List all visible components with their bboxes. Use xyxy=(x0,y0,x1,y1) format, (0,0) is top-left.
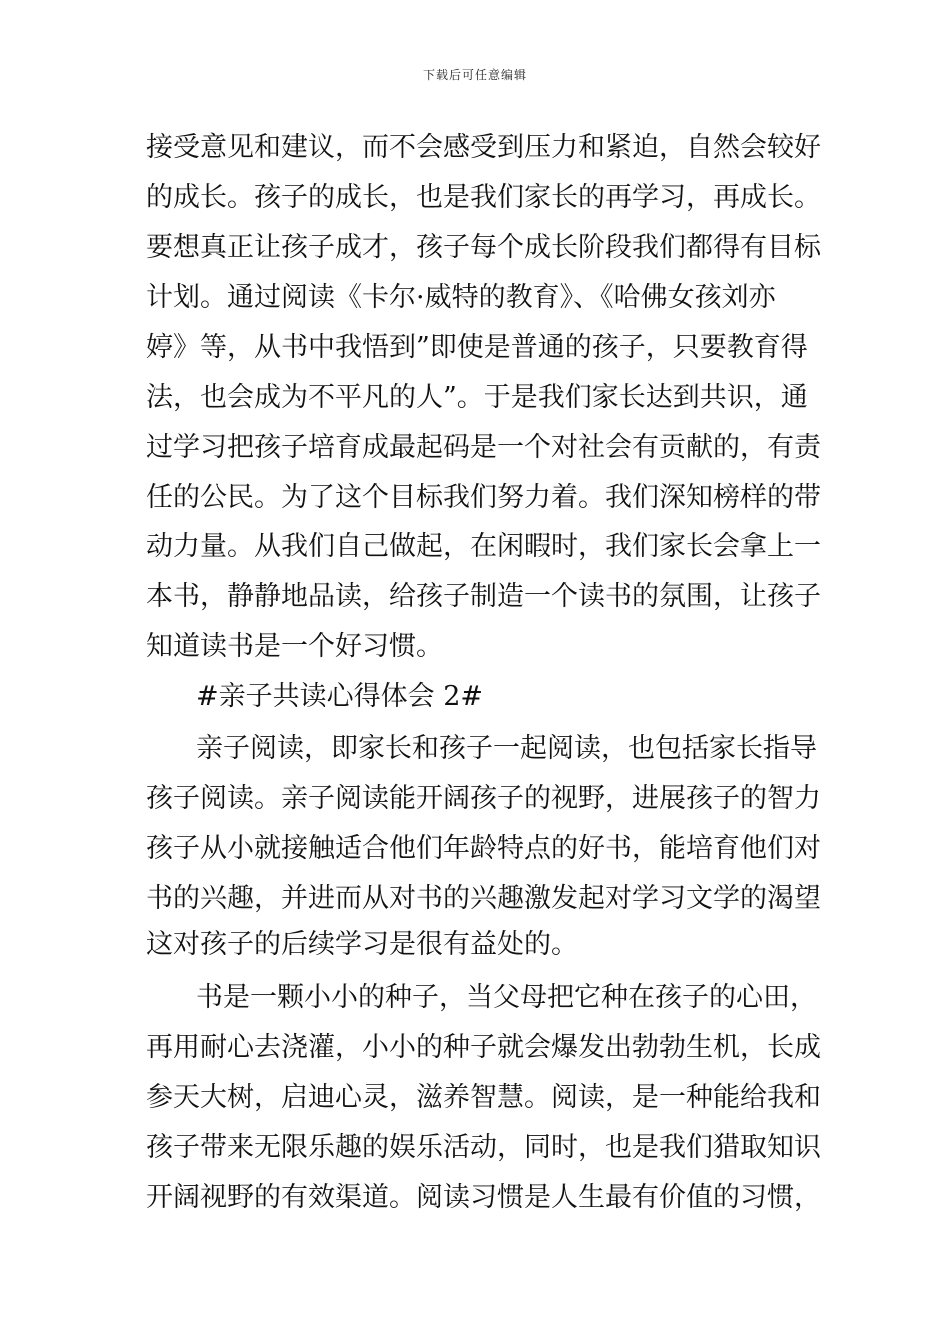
text-line: 书的兴趣，并进而从对书的兴趣激发起对学习文学的渴望 xyxy=(146,883,821,914)
text-line: 任的公民。为了这个目标我们努力着。我们深知榜样的带 xyxy=(146,482,821,513)
text-line: 要想真正让孩子成才，孩子每个成长阶段我们都得有目标 xyxy=(146,232,821,263)
text-line: 法，也会成为不平凡的人”。于是我们家长达到共识，通 xyxy=(146,382,808,413)
text-line: 孩子阅读。亲子阅读能开阔孩子的视野，进展孩子的智力 xyxy=(146,783,821,814)
text-line: 本书，静静地品读，给孩子制造一个读书的氛围，让孩子 xyxy=(146,581,821,612)
text-line: 这对孩子的后续学习是很有益处的。 xyxy=(146,929,578,960)
text-line: 婷》等，从书中我悟到”即使是普通的孩子，只要教育得 xyxy=(146,332,808,363)
text-line: 孩子带来无限乐趣的娱乐活动，同时，也是我们猎取知识 xyxy=(146,1132,821,1163)
text-line: 计划。通过阅读《卡尔·威特的教育》、《哈佛女孩刘亦 xyxy=(146,282,776,313)
section-heading: #亲子共读心得体会 2# xyxy=(196,681,484,712)
text-line: 过学习把孩子培育成最起码是一个对社会有贡献的，有责 xyxy=(146,432,821,463)
paragraph-first-line: 亲子阅读，即家长和孩子一起阅读，也包括家长指导 xyxy=(196,733,817,764)
text-line: 动力量。从我们自己做起，在闲暇时，我们家长会拿上一 xyxy=(146,531,821,562)
text-line: 开阔视野的有效渠道。阅读习惯是人生最有价值的习惯， xyxy=(146,1182,821,1213)
text-line: 参天大树，启迪心灵，滋养智慧。阅读，是一种能给我和 xyxy=(146,1082,821,1113)
text-line: 的成长。孩子的成长，也是我们家长的再学习，再成长。 xyxy=(146,182,821,213)
text-line: 接受意见和建议，而不会感受到压力和紧迫，自然会较好 xyxy=(146,132,821,163)
text-line: 孩子从小就接触适合他们年龄特点的好书，能培育他们对 xyxy=(146,833,821,864)
text-line: 知道读书是一个好习惯。 xyxy=(146,631,443,662)
paragraph-first-line: 书是一颗小小的种子，当父母把它种在孩子的心田， xyxy=(196,982,817,1013)
text-line: 再用耐心去浇灌，小小的种子就会爆发出勃勃生机，长成 xyxy=(146,1032,821,1063)
page-header-note: 下载后可任意编辑 xyxy=(422,68,527,82)
